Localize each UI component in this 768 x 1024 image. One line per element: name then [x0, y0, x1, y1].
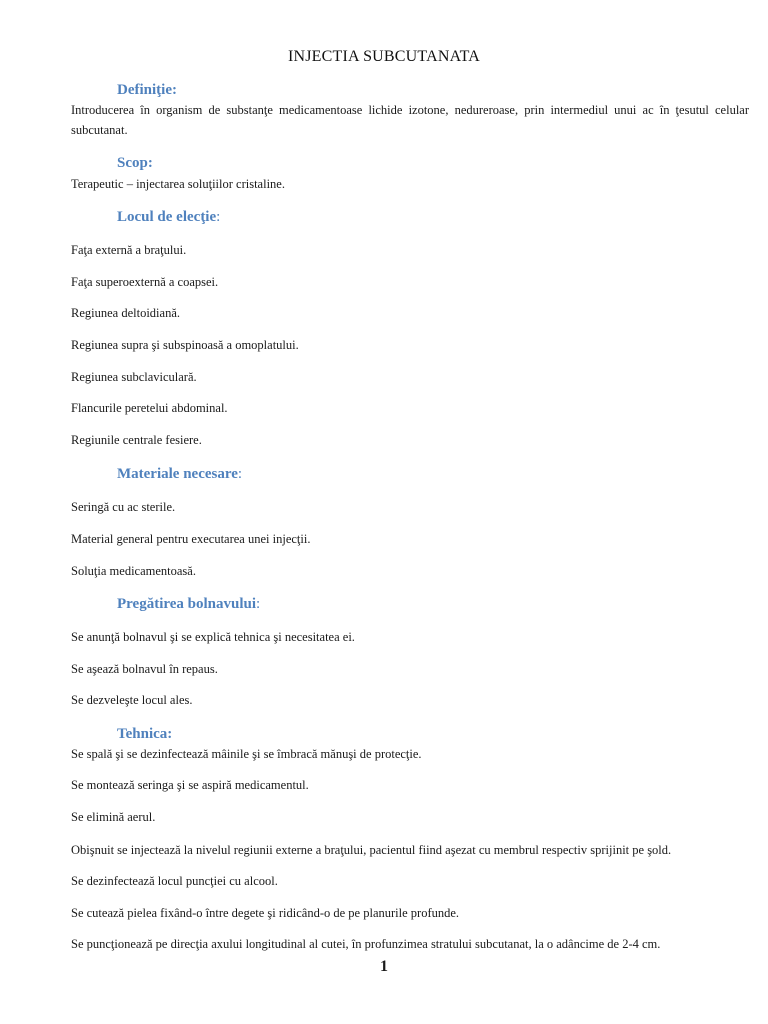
heading-pregatirea-label: Pregătirea bolnavului [117, 596, 257, 612]
tehnica-item: Se cutează pielea fixând-o între degete şi ridicând-o de pe planurile profunde. [71, 906, 460, 920]
pregatirea-item: Se dezveleşte locul ales. [71, 693, 193, 707]
heading-materiale [117, 464, 242, 484]
locul-item: Regiunea deltoidiană. [71, 306, 180, 320]
heading-pregatirea [117, 594, 260, 614]
locul-item: Regiunile centrale fesiere. [71, 433, 202, 447]
document-title: INJECTIA SUBCUTANATA [287, 48, 481, 65]
heading-pregatirea-colon: : [256, 596, 261, 612]
heading-locul-colon: : [216, 209, 221, 225]
pregatirea-item: Se aşează bolnavul în repaus. [71, 662, 218, 676]
tehnica-item: Se elimină aerul. [71, 810, 156, 824]
heading-materiale-label: Materiale necesare [117, 466, 238, 482]
definitie-text: Introducerea în organism de substanţe medicamentoase lichide izotone, nedureroase, prin intermediul unui ac în ţesutul celular subcutanat. [71, 103, 749, 137]
materiale-item: Seringă cu ac sterile. [71, 500, 176, 514]
heading-scop [117, 153, 153, 173]
heading-definitie [117, 80, 177, 100]
locul-item: Faţa externă a braţului. [71, 243, 187, 257]
tehnica-item: Se montează seringa şi se aspiră medicamentul. [71, 778, 309, 792]
materiale-item: Soluţia medicamentoasă. [71, 564, 196, 578]
heading-locul [117, 207, 220, 227]
page-number: 1 [380, 958, 388, 975]
heading-materiale-colon: : [237, 466, 243, 482]
locul-item: Flancurile peretelui abdominal. [71, 401, 228, 415]
heading-locul-label: Locul de elecţie [117, 209, 217, 225]
heading-definitie-label: Definiţie: [117, 82, 177, 98]
locul-item: Regiunea supra şi subspinoasă a omoplatului. [71, 338, 299, 352]
heading-tehnica [117, 724, 172, 744]
tehnica-item: Se dezinfectează locul puncţiei cu alcool. [71, 874, 278, 888]
heading-tehnica-label: Tehnica: [117, 726, 173, 742]
locul-item: Regiunea subclaviculară. [71, 370, 197, 384]
pregatirea-item: Se anunţă bolnavul şi se explică tehnica şi necesitatea ei. [71, 630, 355, 644]
materiale-item: Material general pentru executarea unei injecţii. [71, 532, 311, 546]
tehnica-item: Se spală şi se dezinfectează mâinile şi se îmbracă mănuşi de protecţie. [71, 747, 422, 761]
scop-text: Terapeutic – injectarea soluţiilor cristaline. [71, 177, 285, 191]
tehnica-item: Obişnuit se injectează la nivelul regiunii externe a braţului, pacientul fiind aşezat cu membrul respectiv sprijinit pe şold. [71, 843, 672, 857]
locul-item: Faţa superoexternă a coapsei. [71, 275, 219, 289]
tehnica-item: Se puncţionează pe direcţia axului longitudinal al cutei, în profunzimea stratului subcutanat, la o adâncime de 2-4 cm. [71, 937, 661, 951]
heading-scop-label: Scop: [117, 155, 153, 171]
